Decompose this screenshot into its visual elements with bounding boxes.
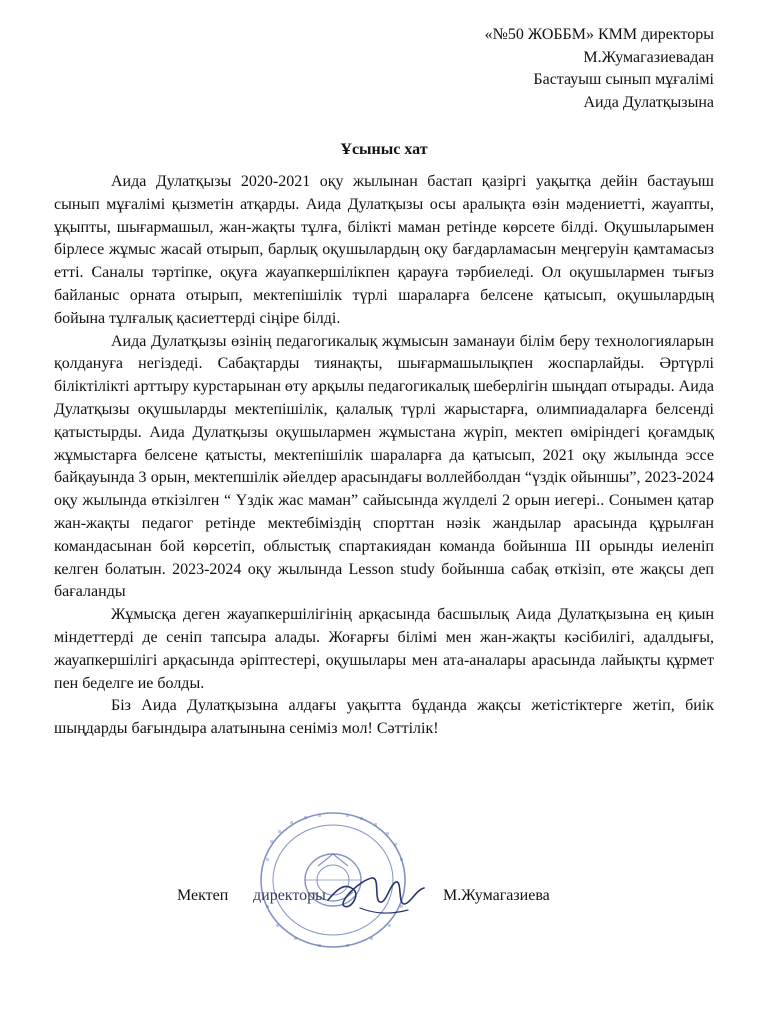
recipient-line: М.Жумагазиевадан [583, 48, 714, 66]
recipient-line: Аида Дулатқызына [583, 93, 714, 111]
signature-title: директоры [253, 887, 326, 904]
signatory-name: М.Жумагазиева [443, 887, 550, 904]
signature-label: Мектеп [177, 887, 229, 904]
letter-body [54, 171, 714, 741]
recipient-line: «№50 ЖОББМ» КММ директоры [484, 26, 714, 43]
recipient-line: Бастауыш сынып мұғалімі [533, 71, 714, 88]
body-paragraph: Аида Дулатқызы 2020-2021 оқу жылынан бастап қазіргі уақытқа дейін бастауыш сынып мұғалімі қызметін атқарды. Аида Дулатқызы осы аралықта өзін мәдениетті, жауапты, ұқыпты, шығармашыл, жан-жақты тұлға, білікті маман ретінде көрсете білді. Оқушыларымен бірлесе жұмыс жасай отырып, барлық оқушылардың оқу бағдарламасын меңгеруін қамтамасыз етті. Саналы тәртіпке, оқуға жауапкершілікпен қарауға тәрбиеледі. Ол оқушылармен тығыз байланыс орната отырып, мектепішілік түрлі шараларға белсене қатысып, оқушылардың бойына тұлғалық қасиеттерді сіңіре білді. [54, 173, 714, 327]
document-title: Ұсыныс хат [340, 141, 428, 158]
body-paragraph: Аида Дулатқызы өзінің педагогикалық жұмысын заманауи білім беру технологияларын қолдануға негіздеді. Сабақтарды тиянақты, шығармашылықпен жоспарлайды. Әртүрлі біліктілікті арттыру курстарынан өту арқылы педагогикалық шеберлігін шыңдап отырады. Аида Дулатқызы оқушыларды мектепішілік, қалалық түрлі жарыстарға, олимпиадаларға белсенді қатыстырды. Аида Дулатқызы оқушылармен жұмыстана жүріп, мектеп өміріндегі қоғамдық жұмыстарға белсене қатысты, мектепішілік шараларға да қатысып, 2021 оқу жылында эссе байқауында 3 орын, мектепшілік әйелдер арасындағы воллейболдан “үздік ойыншы”, 2023-2024 оқу жылында өткізілген “ Үздік жас маман” сайысында жүлделі 2 орын иегері.. Сонымен қатар жан-жақты педагог ретінде мектебіміздің спорттан нәзік жандылар арасында құрылған командасынан бой көрсетіп, облыстық спартакиядан команда бойынша ІІІ орынды иеленіп келген болатын. 2023-2024 оқу жылында Lesson study бойынша сабақ өткізіп, өте жақсы деп бағаланды [54, 332, 714, 601]
body-paragraph: Жұмысқа деген жауапкершілігінің арқасында басшылық Аида Дулатқызына ең қиын міндеттерді де сеніп тапсыра алады. Жоғарғы білімі мен жан-жақты кәсібилігі, адалдығы, жауапкершілігі арқасында әріптестері, оқушылары мен ата-аналары арасында лайықты құрмет пен беделге ие болды. [54, 606, 714, 692]
signature-block [0, 810, 768, 950]
recipient-block [485, 24, 714, 114]
body-paragraph: Біз Аида Дулатқызына алдағы уақытта бұданда жақсы жетістіктерге жетіп, биік шыңдарды бағындыра алатынына сеніміз мол! Сәттілік! [54, 697, 714, 738]
handwritten-signature-icon [320, 860, 430, 930]
